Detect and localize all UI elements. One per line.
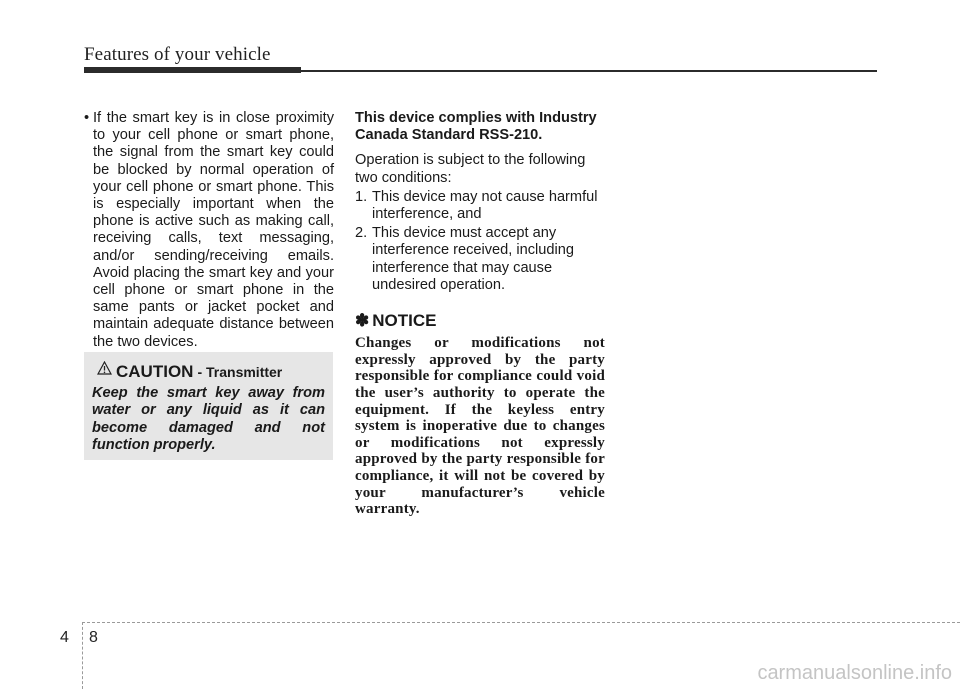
conditions-intro: Operation is subject to the following two conditions: [355,152,586,186]
caution-text: Keep the smart key away from water or any liquid as it can become damaged and not function properly. [92,385,325,454]
list-item-text: This device must accept any interference received, including interference that may cause undesired operation. [372,225,574,293]
footer-rule [82,622,960,623]
watermark: carmanualsonline.info [757,662,952,684]
chapter-number: 4 [60,629,69,646]
caution-box [84,352,333,460]
list-item-number: 1. [355,188,368,205]
section-title: Features of your vehicle [84,44,271,65]
caution-title: CAUTION [116,362,194,381]
list-item-text: This device may not cause harmful interference, and [372,188,598,223]
left-column [84,110,334,351]
notice-title: NOTICE [372,311,437,331]
list-item [355,189,605,223]
list-item [355,225,605,294]
list-item-number: 2. [355,225,368,242]
conditions-list [355,189,605,294]
warning-triangle-icon [97,361,112,375]
notice-star-icon: ✽ [355,311,370,331]
notice-heading [355,312,605,329]
caution-subtitle: - Transmitter [197,364,283,380]
compliance-statement: This device complies with Industry Canada Standard RSS-210. [355,110,597,144]
caution-heading [116,362,282,382]
right-column [355,110,605,518]
smart-key-bullet: • If the smart key is in close proximity to your cell phone or smart phone, the signal from the smart key could be blocked by normal operation of your cell phone or smart phone. This is especially important when the phone is active such as making call, receiving calls, text messaging, and/or sending/receiving emails. Avoid placing the smart key and your cell phone or smart phone in the same pants or jacket pocket and maintain adequate distance between the two devices. [84,110,334,351]
notice-text: Changes or modifications not expressly approved by the party responsible for compliance could void the user’s authority to operate the equipment. If the keyless entry system is inoperative due to changes or modifications not expressly approved by the party responsible for compliance, it will not be covered by your manufacturer’s vehicle warranty. [355,335,605,518]
header-rule [84,70,877,72]
footer-divider [82,622,83,689]
page-number: 8 [89,629,98,646]
